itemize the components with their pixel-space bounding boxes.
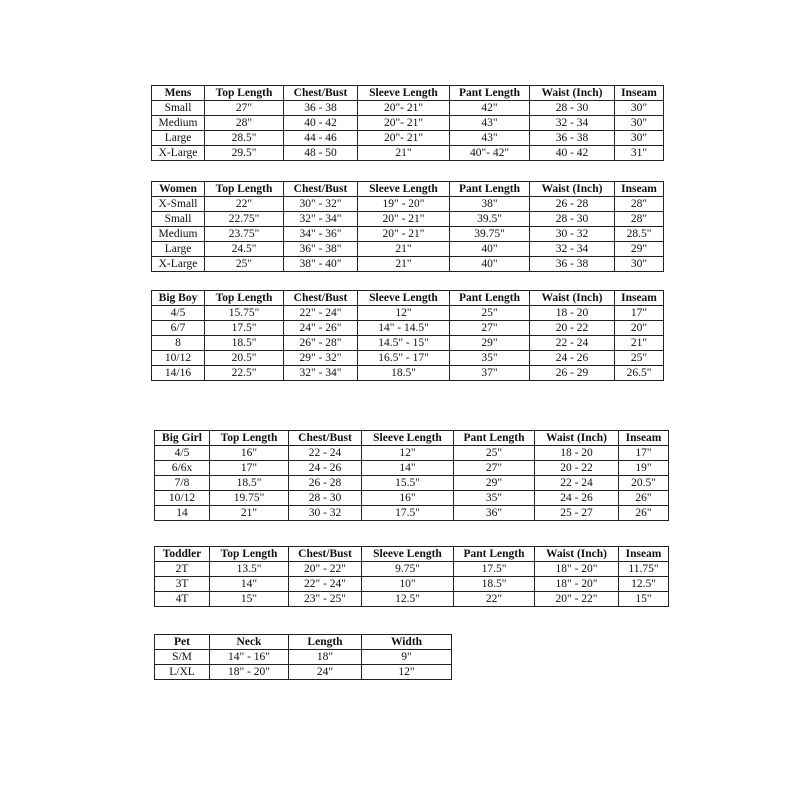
table-cell: 40"- 42" — [450, 146, 530, 161]
column-header: Top Length — [205, 86, 284, 101]
column-header: Inseam — [615, 291, 664, 306]
table-cell: 28 - 30 — [289, 491, 362, 506]
table-cell: 34" - 36" — [284, 227, 358, 242]
column-header: Sleeve Length — [362, 431, 454, 446]
table-cell: 21" — [615, 336, 664, 351]
table-cell: 17" — [615, 306, 664, 321]
table-cell: 15.5" — [362, 476, 454, 491]
column-header: Length — [289, 635, 362, 650]
size-label-cell: 3T — [155, 577, 210, 592]
table-row — [152, 146, 664, 161]
table-cell: 36 - 38 — [530, 257, 615, 272]
table-cell: 21" — [358, 257, 450, 272]
table-cell: 37" — [450, 366, 530, 381]
table-cell: 14" — [362, 461, 454, 476]
table-cell: 14" - 16" — [210, 650, 289, 665]
size-label-cell: 14 — [155, 506, 210, 521]
table-cell: 12" — [362, 665, 452, 680]
table-cell: 30 - 32 — [289, 506, 362, 521]
table-cell: 10" — [362, 577, 454, 592]
size-label-cell: Small — [152, 101, 205, 116]
column-header: Mens — [152, 86, 205, 101]
column-header: Waist (Inch) — [535, 547, 619, 562]
table-cell: 22.75" — [205, 212, 284, 227]
table-cell: 25" — [454, 446, 535, 461]
table-row — [152, 116, 664, 131]
table-cell: 15" — [619, 592, 669, 607]
table-header-row — [155, 635, 452, 650]
table-cell: 29" — [450, 336, 530, 351]
table-cell: 18" — [289, 650, 362, 665]
table-cell: 20" - 21" — [358, 227, 450, 242]
table-cell: 26.5" — [615, 366, 664, 381]
table-cell: 30" — [615, 101, 664, 116]
big-girl-size-table — [154, 430, 669, 521]
column-header: Women — [152, 182, 205, 197]
column-header: Pant Length — [450, 182, 530, 197]
table-cell: 20" - 22" — [289, 562, 362, 577]
table-cell: 21" — [358, 146, 450, 161]
pet-size-table — [154, 634, 452, 680]
table-cell: 44 - 46 — [284, 131, 358, 146]
column-header: Sleeve Length — [358, 86, 450, 101]
table-cell: 28.5" — [615, 227, 664, 242]
column-header: Neck — [210, 635, 289, 650]
table-cell: 35" — [454, 491, 535, 506]
table-cell: 29.5" — [205, 146, 284, 161]
big-boy-size-table — [151, 290, 664, 381]
column-header: Inseam — [615, 86, 664, 101]
table-cell: 21" — [358, 242, 450, 257]
table-cell: 28 - 30 — [530, 101, 615, 116]
table-cell: 27" — [205, 101, 284, 116]
table-cell: 19" — [619, 461, 669, 476]
table-cell: 25" — [450, 306, 530, 321]
table-cell: 30 - 32 — [530, 227, 615, 242]
size-label-cell: Small — [152, 212, 205, 227]
table-cell: 31" — [615, 146, 664, 161]
table-cell: 12.5" — [619, 577, 669, 592]
table-row — [155, 506, 669, 521]
table-cell: 19" - 20" — [358, 197, 450, 212]
table-cell: 40 - 42 — [530, 146, 615, 161]
table-header-row — [155, 547, 669, 562]
table-cell: 12.5" — [362, 592, 454, 607]
table-cell: 27" — [454, 461, 535, 476]
column-header: Chest/Bust — [289, 547, 362, 562]
column-header: Pant Length — [454, 431, 535, 446]
table-row — [152, 197, 664, 212]
table-cell: 18.5" — [210, 476, 289, 491]
table-header-row — [155, 431, 669, 446]
table-cell: 40" — [450, 257, 530, 272]
size-label-cell: 10/12 — [152, 351, 205, 366]
size-label-cell: 2T — [155, 562, 210, 577]
table-cell: 16" — [362, 491, 454, 506]
table-row — [155, 491, 669, 506]
table-row — [152, 257, 664, 272]
table-cell: 18.5" — [454, 577, 535, 592]
table-cell: 25" — [205, 257, 284, 272]
table-row — [152, 321, 664, 336]
size-label-cell: Large — [152, 242, 205, 257]
table-cell: 17.5" — [362, 506, 454, 521]
size-label-cell: 10/12 — [155, 491, 210, 506]
size-label-cell: 7/8 — [155, 476, 210, 491]
size-label-cell: Large — [152, 131, 205, 146]
table-cell: 15" — [210, 592, 289, 607]
table-cell: 18" - 20" — [535, 562, 619, 577]
table-cell: 23.75" — [205, 227, 284, 242]
table-row — [152, 227, 664, 242]
column-header: Big Boy — [152, 291, 205, 306]
table-cell: 13.5" — [210, 562, 289, 577]
size-label-cell: X-Large — [152, 257, 205, 272]
table-row — [155, 650, 452, 665]
table-cell: 25" — [615, 351, 664, 366]
size-label-cell: 4/5 — [152, 306, 205, 321]
table-cell: 36 - 38 — [530, 131, 615, 146]
table-row — [152, 242, 664, 257]
table-cell: 32" - 34" — [284, 212, 358, 227]
table-cell: 36" - 38" — [284, 242, 358, 257]
table-cell: 20" — [615, 321, 664, 336]
column-header: Inseam — [615, 182, 664, 197]
table-cell: 26" - 28" — [284, 336, 358, 351]
column-header: Chest/Bust — [284, 291, 358, 306]
size-label-cell: 14/16 — [152, 366, 205, 381]
table-cell: 15.75" — [205, 306, 284, 321]
table-row — [155, 461, 669, 476]
table-cell: 18" - 20" — [210, 665, 289, 680]
column-header: Chest/Bust — [284, 182, 358, 197]
size-label-cell: L/XL — [155, 665, 210, 680]
column-header: Sleeve Length — [358, 182, 450, 197]
table-cell: 29" — [615, 242, 664, 257]
table-cell: 20"- 21" — [358, 131, 450, 146]
column-header: Inseam — [619, 547, 669, 562]
table-cell: 22" - 24" — [289, 577, 362, 592]
table-row — [152, 131, 664, 146]
column-header: Toddler — [155, 547, 210, 562]
table-cell: 30" — [615, 116, 664, 131]
table-cell: 28.5" — [205, 131, 284, 146]
table-cell: 14" - 14.5" — [358, 321, 450, 336]
size-label-cell: X-Small — [152, 197, 205, 212]
table-cell: 22" — [454, 592, 535, 607]
table-cell: 14" — [210, 577, 289, 592]
table-cell: 22 - 24 — [535, 476, 619, 491]
column-header: Sleeve Length — [362, 547, 454, 562]
mens-size-table — [151, 85, 664, 161]
size-label-cell: 4T — [155, 592, 210, 607]
column-header: Pant Length — [454, 547, 535, 562]
table-row — [155, 476, 669, 491]
table-cell: 18" - 20" — [535, 577, 619, 592]
column-header: Sleeve Length — [358, 291, 450, 306]
table-row — [152, 306, 664, 321]
table-cell: 28 - 30 — [530, 212, 615, 227]
size-label-cell: Medium — [152, 227, 205, 242]
table-row — [152, 366, 664, 381]
column-header: Waist (Inch) — [530, 291, 615, 306]
table-cell: 32 - 34 — [530, 242, 615, 257]
table-cell: 25 - 27 — [535, 506, 619, 521]
table-cell: 40" — [450, 242, 530, 257]
table-cell: 26" — [619, 491, 669, 506]
table-header-row — [152, 291, 664, 306]
table-row — [155, 665, 452, 680]
table-cell: 17.5" — [454, 562, 535, 577]
column-header: Top Length — [210, 547, 289, 562]
table-cell: 20" - 22" — [535, 592, 619, 607]
table-cell: 9.75" — [362, 562, 454, 577]
table-cell: 43" — [450, 116, 530, 131]
table-cell: 30" - 32" — [284, 197, 358, 212]
table-cell: 29" - 32" — [284, 351, 358, 366]
table-cell: 30" — [615, 257, 664, 272]
table-cell: 36" — [454, 506, 535, 521]
table-row — [155, 577, 669, 592]
table-cell: 29" — [454, 476, 535, 491]
table-cell: 26" — [619, 506, 669, 521]
table-cell: 38" — [450, 197, 530, 212]
women-size-table — [151, 181, 664, 272]
table-row — [152, 336, 664, 351]
table-cell: 18.5" — [358, 366, 450, 381]
size-label-cell: 6/6x — [155, 461, 210, 476]
table-cell: 20"- 21" — [358, 101, 450, 116]
table-row — [155, 562, 669, 577]
table-cell: 12" — [362, 446, 454, 461]
table-cell: 18 - 20 — [535, 446, 619, 461]
table-cell: 11.75" — [619, 562, 669, 577]
size-label-cell: 4/5 — [155, 446, 210, 461]
table-cell: 43" — [450, 131, 530, 146]
column-header: Inseam — [619, 431, 669, 446]
table-cell: 32" - 34" — [284, 366, 358, 381]
table-cell: 17" — [210, 461, 289, 476]
table-header-row — [152, 86, 664, 101]
column-header: Chest/Bust — [289, 431, 362, 446]
table-cell: 20 - 22 — [530, 321, 615, 336]
table-cell: 12" — [358, 306, 450, 321]
table-cell: 22" - 24" — [284, 306, 358, 321]
table-cell: 39.5" — [450, 212, 530, 227]
column-header: Waist (Inch) — [530, 182, 615, 197]
table-cell: 26 - 28 — [289, 476, 362, 491]
table-cell: 35" — [450, 351, 530, 366]
column-header: Width — [362, 635, 452, 650]
table-row — [152, 351, 664, 366]
table-cell: 27" — [450, 321, 530, 336]
column-header: Top Length — [205, 182, 284, 197]
table-cell: 22 - 24 — [289, 446, 362, 461]
table-cell: 18.5" — [205, 336, 284, 351]
table-cell: 28" — [205, 116, 284, 131]
size-label-cell: 8 — [152, 336, 205, 351]
column-header: Waist (Inch) — [530, 86, 615, 101]
table-cell: 19.75" — [210, 491, 289, 506]
table-cell: 17" — [619, 446, 669, 461]
table-header-row — [152, 182, 664, 197]
table-cell: 18 - 20 — [530, 306, 615, 321]
table-cell: 16.5" - 17" — [358, 351, 450, 366]
column-header: Top Length — [210, 431, 289, 446]
table-cell: 22.5" — [205, 366, 284, 381]
table-cell: 24" - 26" — [284, 321, 358, 336]
table-cell: 9" — [362, 650, 452, 665]
table-cell: 24" — [289, 665, 362, 680]
table-cell: 20" - 21" — [358, 212, 450, 227]
table-cell: 38" - 40" — [284, 257, 358, 272]
column-header: Pant Length — [450, 291, 530, 306]
table-cell: 28" — [615, 212, 664, 227]
table-row — [152, 101, 664, 116]
table-cell: 40 - 42 — [284, 116, 358, 131]
table-cell: 20.5" — [205, 351, 284, 366]
column-header: Top Length — [205, 291, 284, 306]
table-cell: 24 - 26 — [289, 461, 362, 476]
column-header: Waist (Inch) — [535, 431, 619, 446]
table-cell: 24 - 26 — [535, 491, 619, 506]
table-cell: 32 - 34 — [530, 116, 615, 131]
table-cell: 30" — [615, 131, 664, 146]
column-header: Pant Length — [450, 86, 530, 101]
table-cell: 20 - 22 — [535, 461, 619, 476]
column-header: Pet — [155, 635, 210, 650]
size-label-cell: 6/7 — [152, 321, 205, 336]
column-header: Chest/Bust — [284, 86, 358, 101]
table-cell: 22 - 24 — [530, 336, 615, 351]
table-row — [152, 212, 664, 227]
size-label-cell: S/M — [155, 650, 210, 665]
table-cell: 28" — [615, 197, 664, 212]
table-cell: 42" — [450, 101, 530, 116]
table-cell: 17.5" — [205, 321, 284, 336]
table-cell: 16" — [210, 446, 289, 461]
size-label-cell: X-Large — [152, 146, 205, 161]
table-row — [155, 446, 669, 461]
table-cell: 39.75" — [450, 227, 530, 242]
table-cell: 36 - 38 — [284, 101, 358, 116]
table-cell: 22" — [205, 197, 284, 212]
table-cell: 26 - 29 — [530, 366, 615, 381]
table-cell: 23" - 25" — [289, 592, 362, 607]
table-cell: 21" — [210, 506, 289, 521]
size-label-cell: Medium — [152, 116, 205, 131]
table-cell: 14.5" - 15" — [358, 336, 450, 351]
table-row — [155, 592, 669, 607]
table-cell: 24 - 26 — [530, 351, 615, 366]
table-cell: 20"- 21" — [358, 116, 450, 131]
table-cell: 24.5" — [205, 242, 284, 257]
table-cell: 48 - 50 — [284, 146, 358, 161]
toddler-size-table — [154, 546, 669, 607]
column-header: Big Girl — [155, 431, 210, 446]
table-cell: 26 - 28 — [530, 197, 615, 212]
table-cell: 20.5" — [619, 476, 669, 491]
